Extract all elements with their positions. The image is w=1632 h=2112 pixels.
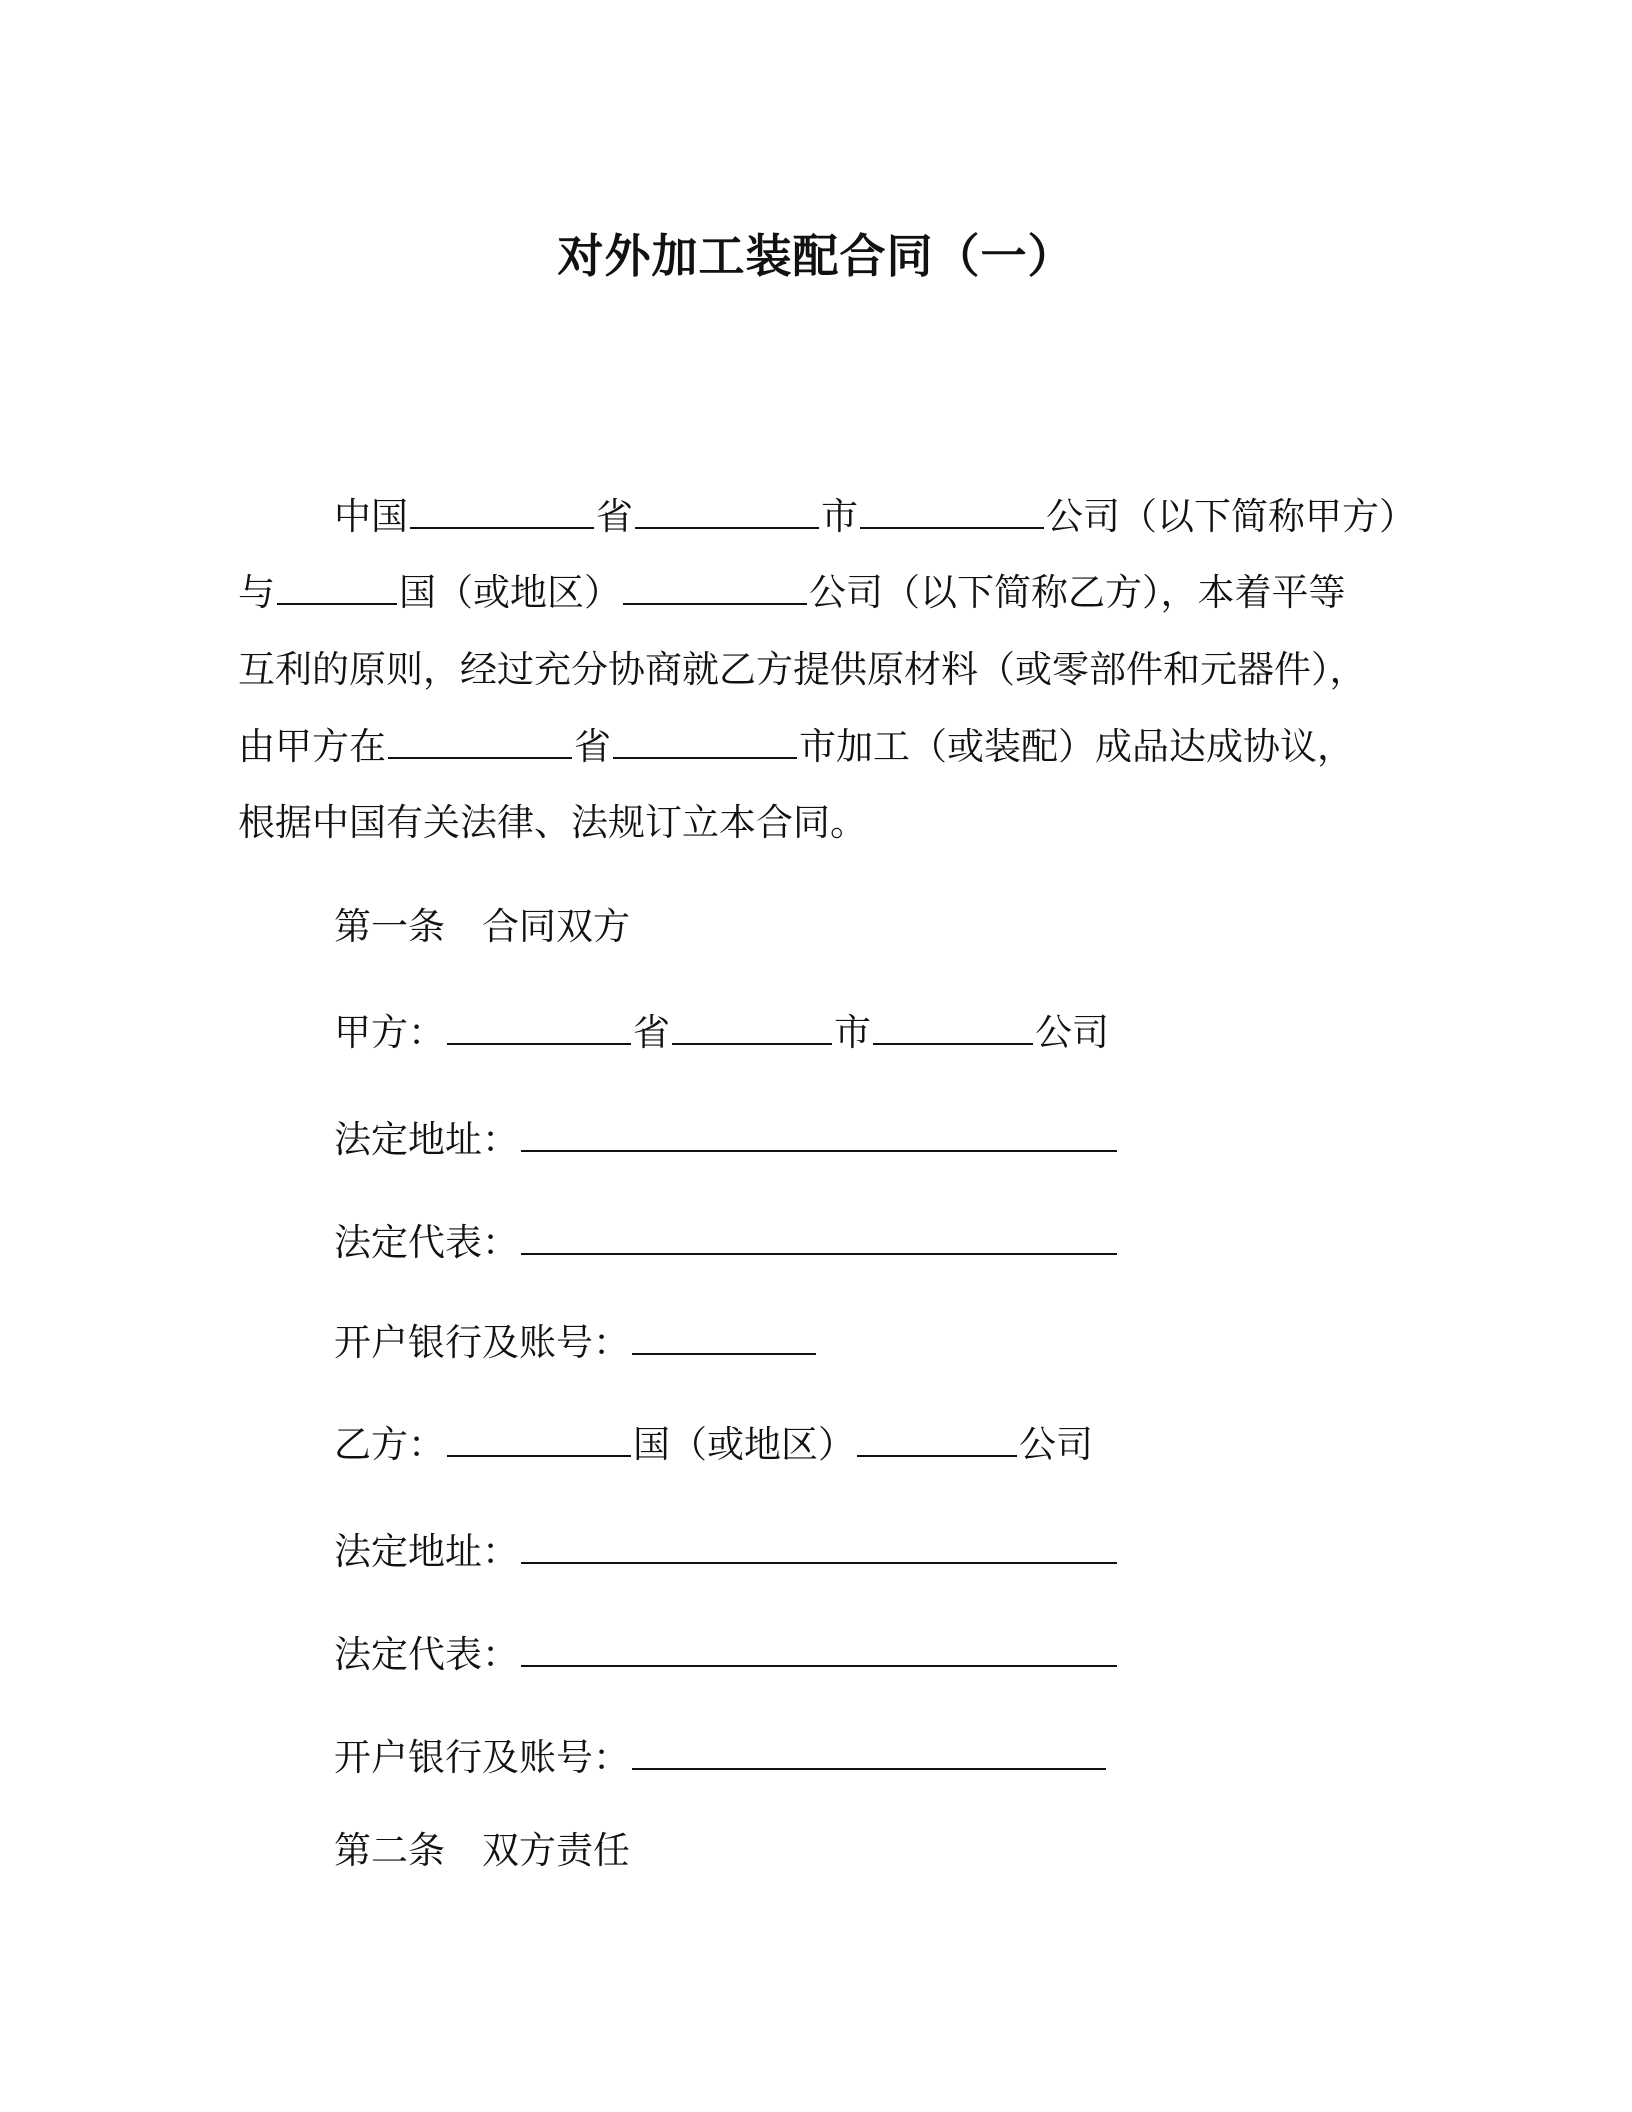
- intro-line-2: [238, 568, 1346, 618]
- intro-line-1-suffix: 公司（以下简称甲方）: [1046, 495, 1416, 538]
- party-a-rep-line: [334, 1218, 1119, 1268]
- party-b-line: [334, 1420, 1093, 1470]
- article-2-heading: 第二条 双方责任: [334, 1829, 630, 1872]
- intro-line-4-suffix: 市加工（或装配）成品达成协议，: [799, 725, 1354, 768]
- party-a-address-label: 法定地址：: [334, 1118, 519, 1161]
- intro-line-1-prefix: 中国: [334, 495, 408, 538]
- party-b-bank-label: 开户银行及账号：: [334, 1736, 630, 1779]
- blank-field[interactable]: [277, 573, 397, 605]
- intro-line-1-city: 市: [821, 495, 858, 538]
- party-b-bank-line: [334, 1733, 1108, 1783]
- party-a-bank-label: 开户银行及账号：: [334, 1321, 630, 1364]
- blank-field[interactable]: [613, 727, 797, 759]
- intro-line-5: 根据中国有关法律、法规订立本合同。: [238, 801, 867, 844]
- party-a-bank-line: [334, 1318, 818, 1368]
- blank-field[interactable]: [873, 1013, 1033, 1045]
- blank-field[interactable]: [857, 1425, 1017, 1457]
- address-field[interactable]: [521, 1120, 1117, 1152]
- intro-line-2-prefix: 与: [238, 571, 275, 614]
- bank-account-field[interactable]: [632, 1738, 1106, 1770]
- blank-field[interactable]: [447, 1425, 631, 1457]
- document-title: 对外加工装配合同（一）: [557, 229, 1075, 283]
- party-b-company: 公司: [1019, 1423, 1093, 1466]
- party-b-address-label: 法定地址：: [334, 1530, 519, 1573]
- blank-field[interactable]: [447, 1013, 631, 1045]
- intro-line-4-province: 省: [574, 725, 611, 768]
- blank-field[interactable]: [410, 497, 594, 529]
- party-b-country: 国（或地区）: [633, 1423, 855, 1466]
- intro-line-2-country: 国（或地区）: [399, 571, 621, 614]
- intro-line-4: [238, 722, 1354, 772]
- representative-field[interactable]: [521, 1223, 1117, 1255]
- blank-field[interactable]: [635, 497, 819, 529]
- blank-field[interactable]: [860, 497, 1044, 529]
- intro-line-4-prefix: 由甲方在: [238, 725, 386, 768]
- party-a-company: 公司: [1035, 1011, 1109, 1054]
- blank-field[interactable]: [672, 1013, 832, 1045]
- intro-line-1-province: 省: [596, 495, 633, 538]
- blank-field[interactable]: [623, 573, 807, 605]
- intro-line-1: [334, 492, 1416, 542]
- party-a-province: 省: [633, 1011, 670, 1054]
- bank-account-field[interactable]: [632, 1323, 816, 1355]
- intro-line-3: 互利的原则，经过充分协商就乙方提供原材料（或零部件和元器件），: [238, 648, 1367, 691]
- party-a-line: [334, 1008, 1109, 1058]
- address-field[interactable]: [521, 1532, 1117, 1564]
- article-1-heading: 第一条 合同双方: [334, 905, 630, 948]
- party-b-rep-line: [334, 1630, 1119, 1680]
- party-a-label: 甲方：: [334, 1011, 445, 1054]
- party-a-rep-label: 法定代表：: [334, 1221, 519, 1264]
- intro-line-2-suffix: 公司（以下简称乙方），本着平等: [809, 571, 1346, 614]
- representative-field[interactable]: [521, 1635, 1117, 1667]
- party-b-label: 乙方：: [334, 1423, 445, 1466]
- party-a-city: 市: [834, 1011, 871, 1054]
- blank-field[interactable]: [388, 727, 572, 759]
- party-b-address-line: [334, 1527, 1119, 1577]
- party-a-address-line: [334, 1115, 1119, 1165]
- party-b-rep-label: 法定代表：: [334, 1633, 519, 1676]
